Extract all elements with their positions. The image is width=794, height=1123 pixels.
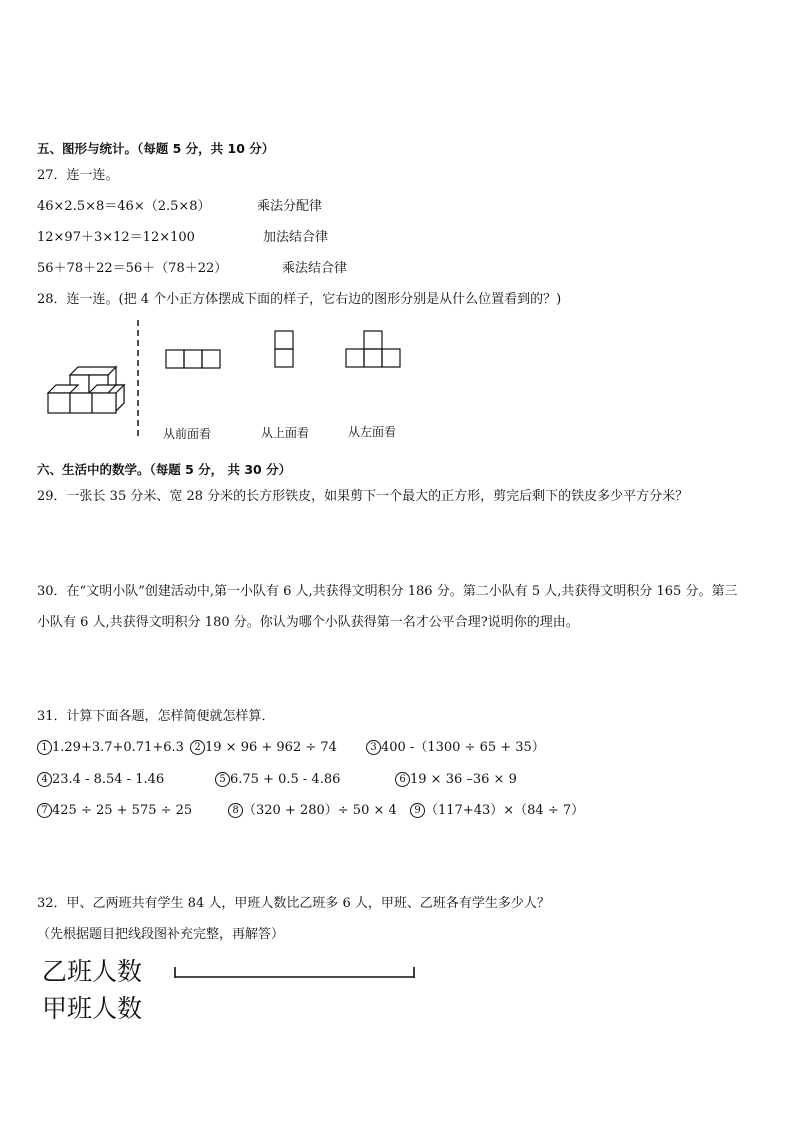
q31-expr: 400 -（1300 ÷ 65 + 35） [381,740,545,755]
circled-number: 1 [37,740,52,755]
q31-expr: （320 + 280）÷ 50 × 4 [243,803,397,818]
q27-left-3: 56＋78＋22＝56＋（78＋22） [37,261,228,276]
q31-item-3 [366,740,545,755]
segment-bar-yi [174,965,416,981]
q31-item-2 [190,740,337,755]
circled-number: 2 [190,740,205,755]
circled-number: 7 [37,803,52,818]
q31-item-6 [395,772,517,787]
circled-number: 6 [395,772,410,787]
q28-stem: 28．连一连。(把 4 个小正方体摆成下面的样子，它右边的图形分别是从什么位置看到的？) [37,292,562,307]
circled-number: 8 [228,803,243,818]
q31-expr: 1.29+3.7+0.71+6.3 [52,740,184,755]
circled-number: 4 [37,772,52,787]
q31-expr: （117+43）×（84 ÷ 7） [425,803,585,818]
front-view-shape [165,349,223,371]
q32-stem: 32．甲、乙两班共有学生 84 人，甲班人数比乙班多 6 人，甲班、乙班各有学生多少人？ [37,896,550,911]
left-view-shape [345,330,403,370]
q31-item-7 [37,803,192,818]
q31-expr: 6.75 + 0.5 - 4.86 [230,772,341,787]
q31-item-5 [215,772,340,787]
q29-text: 29．一张长 35 分米、宽 28 分米的长方形铁皮，如果剪下一个最大的正方形，剪完后剩下的铁皮多少平方分米？ [37,489,689,504]
q31-item-9 [410,803,584,818]
section-5-title: 五、图形与统计。（每题 5 分，共 10 分） [37,141,275,156]
q31-expr: 425 ÷ 25 + 575 ÷ 25 [52,803,193,818]
q30-line-2: 小队有 6 人,共获得文明积分 180 分。你认为哪个小队获得第一名才公平合理?说明你的理由。 [37,615,579,630]
section-6-title: 六、生活中的数学。（每题 5 分， 共 30 分） [37,462,292,477]
q31-expr: 23.4 - 8.54 - 1.46 [52,772,165,787]
dashed-divider [137,320,141,440]
top-view-shape [274,330,296,370]
q27-right-2: 加法结合律 [263,230,329,245]
q32-hint: （先根据题目把线段图补充完整，再解答） [37,927,285,942]
q31-expr: 19 × 96 + 962 ÷ 74 [205,740,337,755]
q27-left-1: 46×2.5×8＝46×（2.5×8） [37,199,211,214]
circled-number: 3 [366,740,381,755]
q27-left-2: 12×97＋3×12＝12×100 [37,230,195,245]
q31-item-4 [37,772,164,787]
q31-item-1 [37,740,184,755]
q27-stem: 27．连一连。 [37,168,119,183]
q30-line-1: 30．在“文明小队”创建活动中,第一小队有 6 人,共获得文明积分 186 分。第二小队有 5 人,共获得文明积分 165 分。第三 [37,584,738,599]
cube-stack-figure [40,365,130,430]
label-class-jia: 甲班人数 [42,994,143,1023]
view-label-left: 从左面看 [348,425,397,439]
q27-right-1: 乘法分配律 [257,199,323,214]
view-label-front: 从前面看 [163,427,212,441]
q27-right-3: 乘法结合律 [282,261,348,276]
label-class-yi: 乙班人数 [42,957,143,986]
q31-expr: 19 × 36 –36 × 9 [410,772,517,787]
view-label-top: 从上面看 [261,426,310,440]
q31-stem: 31．计算下面各题，怎样简便就怎样算． [37,709,275,724]
circled-number: 9 [410,803,425,818]
circled-number: 5 [215,772,230,787]
q31-item-8 [228,803,397,818]
